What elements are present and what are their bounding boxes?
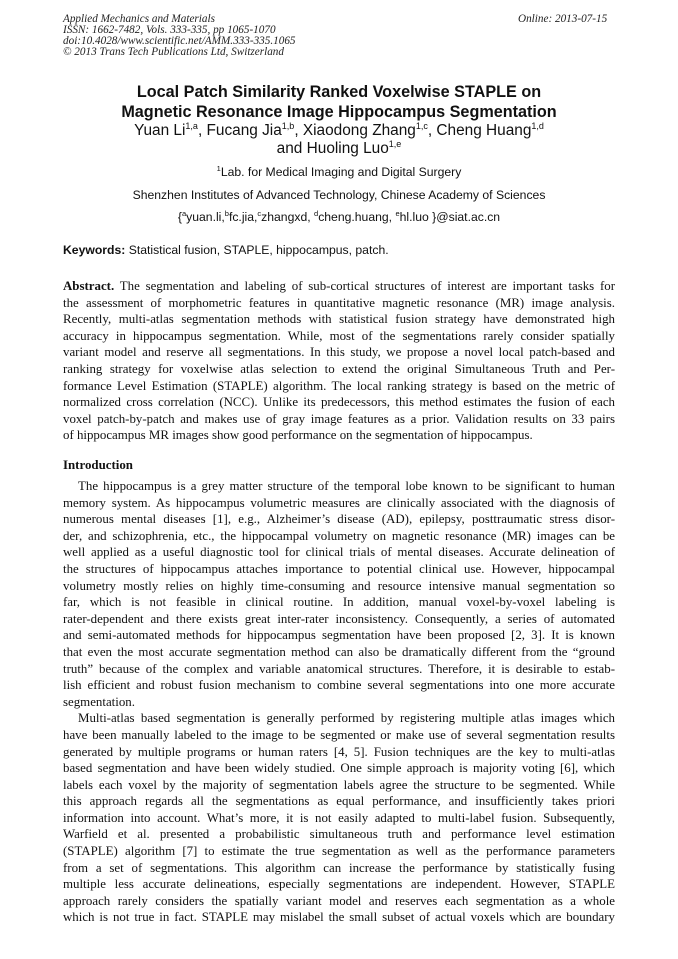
paragraph-line: segmentation. (63, 694, 135, 709)
abstract-line: ranking strategy for voxelwise atlas selection to extend the original Simultaneous Truth and Per- (63, 361, 615, 376)
author-conjunction: and (276, 140, 303, 157)
paragraph-line: labels each voxel by the majority of segmentation labels agree the structure to be segmented. While (63, 777, 615, 792)
paragraph-line: approach rarely considers the spatially variant model and reserves each segmentation as a whole (63, 893, 615, 908)
copyright-line: © 2013 Trans Tech Publications Ltd, Switzerland (63, 46, 284, 58)
title-line-2: Magnetic Resonance Image Hippocampus Segmentation (121, 103, 557, 121)
paragraph-line: that even the most accurate segmentation method can also be dramatically different from the “ground (63, 644, 615, 659)
author-name: Xiaodong Zhang (302, 122, 416, 139)
journal-name: Applied Mechanics and Materials (63, 13, 215, 25)
author-name: Fucang Jia (206, 122, 282, 139)
email-user: zhangxd (261, 210, 308, 224)
paragraph-line: have been manually labeled to the image to be segmented or make use of several segmentation results (63, 727, 615, 742)
author-name: Yuan Li (134, 122, 186, 139)
abstract-line (63, 278, 615, 295)
author-name: Cheng Huang (436, 122, 532, 139)
author-list (0, 122, 678, 158)
author-affiliation-mark: 1,b (281, 121, 295, 131)
email-mark: b (224, 209, 229, 218)
email-user: yuan.li (186, 210, 222, 224)
email-user: cheng.huang (318, 210, 389, 224)
affiliation-mark: 1 (216, 164, 221, 173)
journal-header (63, 14, 296, 58)
abstract-line: variant model and reserve all segmentations. In this study, we propose a novel local patch-based and (63, 345, 615, 360)
abstract-line: voxel patch-by-patch and makes use of gray image features as a prior. Validation results on 33 pairs (63, 411, 615, 426)
paragraph-line: der, and schizophrenia, etc., the hippocampal volumetry on magnetic resonance (MR) images can be (63, 528, 615, 543)
author-line-2 (0, 140, 678, 158)
author-affiliation-mark: 1,d (531, 121, 544, 131)
paragraph-line: well applied as a useful diagnostic tool for clinical trials of mental diseases. Accurate delineation of (63, 545, 615, 560)
email-line: {$^a$yuan.li,$^b$fc.jia,$^c$zhangxd, $^d$cheng.huang, $^e$hl.luo }@siat.ac.cn (177, 209, 501, 224)
abstract-label: Abstract. (63, 279, 115, 293)
paragraph-line: volumetry mostly relies on highly time-consuming and resource intensive manual segmentation so (63, 578, 615, 593)
email-mark: a (181, 209, 187, 218)
author-affiliation-mark: 1,c (415, 121, 428, 131)
email-user: hl.luo (399, 210, 429, 224)
abstract (63, 278, 615, 444)
email-mark: c (257, 209, 262, 218)
author-name: Huoling Luo (306, 140, 389, 157)
paragraph-line: which is not true in fact. STAPLE may mislabel the small subset of actual voxels which are boundary (63, 910, 615, 925)
lab-name: Lab. for Medical Imaging and Digital Surgery (220, 165, 462, 179)
abstract-line: of hippocampus MR images show good performance on the segmentation of hippocampus. (63, 428, 533, 443)
paragraph-line: Warfield et al. presented a probabilistic simultaneous truth and performance level estimation (63, 827, 615, 842)
paragraph-line: from a set of segmentations. This algorithm can increase the performance by statistically fusing (63, 860, 615, 875)
paragraph-line: based segmentation and have been widely studied. One simple approach is majority voting [6], which (63, 761, 615, 776)
abstract-line-text: The segmentation and labeling of sub-cortical structures of interest are important tasks for (119, 279, 615, 293)
paragraph-line: Multi-atlas based segmentation is generally performed by registering multiple atlas images which (78, 711, 615, 726)
email-domain: }@siat.ac.cn (432, 210, 501, 224)
introduction-body (63, 478, 615, 926)
online-date: Online: 2013-07-15 (518, 13, 608, 25)
doi-line: doi:10.4028/www.scientific.net/AMM.333-335.1065 (63, 35, 296, 47)
paragraph-line: far, which is not feasible in clinical routine. In addition, manual voxel-by-voxel labeling is (63, 595, 615, 610)
paragraph-line: and semi-automated methods for hippocampus segmentation have been proposed [2, 3]. It is known (63, 628, 615, 643)
paragraph-line: The hippocampus is a grey matter structure of the temporal lobe known to be significant to human (78, 479, 615, 493)
author-affiliation-mark: 1,a (185, 121, 198, 131)
paragraph-line: multiple less accurate delineations, especially segmentations are independent. However, STAPLE (63, 877, 615, 892)
affiliation-institute: Shenzhen Institutes of Advanced Technology, Chinese Academy of Sciences (132, 188, 546, 202)
paragraph-line: numerous mental diseases [1], e.g., Alzheimer’s disease (AD), epilepsy, posttraumatic stress disor- (63, 512, 615, 527)
abstract-line: formance Level Estimation (STAPLE) algorithm. The local ranking strategy is based on the metric of (63, 378, 615, 393)
paragraph-line: this approach regards all the segmentations as equal performance, and insufficiently takes priori (63, 794, 615, 809)
email-user: fc.jia (228, 210, 255, 224)
paragraph-line: the structures of hippocampus attaches importance to potential clinical use. However, hippocampal (63, 561, 615, 576)
abstract-line: Recently, multi-atlas segmentation methods with statistical fusion strategy have demonstrated high (63, 312, 615, 327)
paragraph-line: truth” because of the complex and variable anatomical structures. Therefore, it is desirable to estab- (63, 661, 615, 676)
paragraph-line: lish efficient and robust fusion mechanism to combine several segmentations into one more accurate (63, 678, 615, 693)
paper-title (0, 82, 678, 122)
paragraph-line: information into account. What’s more, it is not easily adapted to multi-label fusion. Subsequently, (63, 810, 615, 825)
title-line-1: Local Patch Similarity Ranked Voxelwise STAPLE on (136, 83, 542, 101)
paragraph-line: rater-dependent and there exists great inter-rater inconsistency. Consequently, a series of automated (63, 611, 615, 626)
abstract-line: accuracy in hippocampus segmentation. While, most of the segmentations rarely consider spatially (63, 328, 615, 343)
keywords-text: Statistical fusion, STAPLE, hippocampus, patch. (128, 243, 389, 257)
keywords (63, 243, 389, 257)
keywords-label: Keywords: (63, 243, 126, 257)
affiliation-lab (0, 165, 678, 179)
paragraph-line: (STAPLE) algorithm [7] to estimate the true segmentation as well as the performance parameters (63, 844, 615, 859)
email-mark: d (314, 209, 319, 218)
email-mark: e (395, 209, 400, 218)
paragraph-line: memory system. As hippocampus volumetric measures are clinically associated with the diagnosis of (63, 495, 615, 510)
author-line-1: Yuan Li$^{1,a}$, Fucang Jia$^{1,b}$, Xiaodong Zhang$^{1,c}$, Cheng Huang$^{1,d}$ (134, 121, 544, 139)
abstract-line: normalized cross correlation (NCC). Unlike its predecessors, this method estimates the fusion of each (63, 395, 615, 410)
issn-line: ISSN: 1662-7482, Vols. 333-335, pp 1065-1070 (63, 24, 276, 36)
abstract-line: the assessment of morphometric features in quantitative magnetic resonance (MR) image analysis. (63, 295, 615, 310)
author-affiliation-mark: 1,e (388, 139, 402, 149)
section-heading-introduction: Introduction (63, 458, 133, 472)
paragraph-line: generated by multiple programs or human raters [4, 5]. Fusion techniques are the key to multi-atlas (63, 744, 615, 759)
